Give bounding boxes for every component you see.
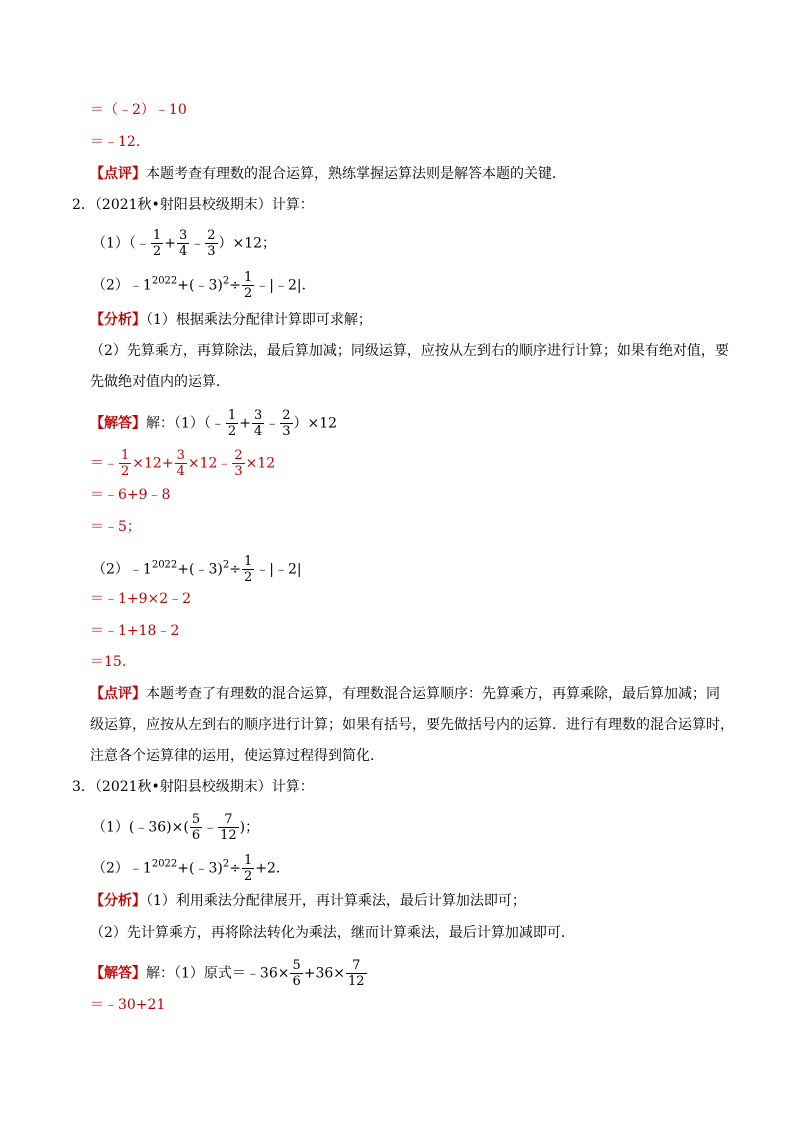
fraction: $\frac{2}{3}$	[207, 228, 216, 259]
fraction: $\frac{1}{2}$	[121, 448, 130, 479]
calc-step: ＝15．	[90, 654, 136, 670]
calc-step: ＝﹣12．	[90, 134, 150, 150]
analysis-tag: 【分析】	[90, 893, 146, 909]
solution-part-2-heading: $(2)﹣1^{2022}+(﹣3)^2\div$ $\frac{1}{2}$ ﹣|﹣2|	[92, 554, 302, 585]
comment-tag: 【点评】	[90, 686, 146, 702]
analysis-paragraph: 【分析】（1）根据乘法分配律计算即可求解；	[90, 312, 372, 328]
fraction: $\frac{5}{6}$	[191, 812, 201, 843]
problem-2-part-1: （1）（﹣ $\frac{1}{2}$ + $\frac{3}{4}$ ﹣ $\frac{2}{3}$ ）×12；	[92, 228, 277, 259]
fraction: $\frac{3}{4}$	[176, 448, 185, 479]
problem-2-part-2: $(2)﹣1^{2022}+(﹣3)^2\div$ $\frac{1}{2}$ ﹣|﹣2|．	[92, 270, 316, 301]
calc-step: ＝﹣1+18﹣2	[90, 623, 180, 639]
analysis-line: 先做绝对值内的运算．	[90, 374, 230, 390]
solution-heading: 【解答】解：（1）原式＝﹣36× $\frac{5}{6}$ +36× $\frac{7}{12}$	[90, 958, 365, 989]
fraction: $\frac{1}{2}$	[227, 408, 237, 439]
fraction: $\frac{7}{12}$	[220, 812, 237, 843]
problem-3-part-2: $(2)﹣1^{2022}+(﹣3)^2\div$ $\frac{1}{2}$ +2．	[92, 853, 290, 884]
calc-step: ＝﹣5；	[90, 519, 141, 535]
analysis-paragraph: 【分析】（1）利用乘法分配律展开，再计算乘法，最后计算加法即可；	[90, 893, 526, 909]
fraction: $\frac{2}{3}$	[282, 408, 291, 439]
comment-line: 注意各个运算律的运用，使运算过程得到简化．	[90, 748, 384, 764]
problem-3-header: 3．（2021秋•射阳县校级期末）计算：	[72, 779, 314, 795]
fraction: $\frac{1}{2}$	[152, 228, 162, 259]
analysis-tag: 【分析】	[90, 312, 146, 328]
comment-tag: 【点评】	[90, 166, 146, 182]
fraction: $\frac{5}{6}$	[292, 958, 301, 989]
fraction: $\frac{1}{2}$	[243, 270, 253, 301]
fraction: $\frac{7}{12}$	[348, 958, 365, 989]
comment-paragraph: 【点评】本题考查了有理数的混合运算，有理数混合运算顺序：先算乘方，再算乘除，最后算加减；同	[90, 686, 720, 702]
fraction: $\frac{3}{4}$	[178, 228, 188, 259]
solution-heading: 【解答】解：（1）（﹣ $\frac{1}{2}$ + $\frac{3}{4}$ ﹣ $\frac{2}{3}$ ）×12	[90, 408, 338, 439]
fraction: $\frac{1}{2}$	[243, 853, 253, 884]
solution-tag: 【解答】	[90, 415, 146, 432]
calc-step: ＝﹣1+9×2﹣2	[90, 591, 192, 607]
comment-paragraph	[90, 165, 566, 183]
calc-step: ＝﹣ $\frac{1}{2}$ ×12+ $\frac{3}{4}$ ×12﹣ $\frac{2}{3}$ ×12	[90, 448, 276, 479]
calc-step: ＝﹣30+21	[90, 997, 166, 1013]
analysis-line: （2）先算乘方，再算除法，最后算加减；同级运算，应按从左到右的顺序进行计算；如果有绝对值，要	[90, 343, 729, 359]
problem-2-header: 2．（2021秋•射阳县校级期末）计算：	[72, 197, 314, 213]
problem-3-part-1: （1）(﹣36)×( $\frac{5}{6}$ ﹣ $\frac{7}{12}$ )；	[92, 812, 260, 843]
fraction: $\frac{1}{2}$	[243, 554, 253, 585]
analysis-line: （2）先计算乘方，再将除法转化为乘法，继而计算乘法，最后计算加减即可．	[90, 925, 575, 941]
fraction: $\frac{3}{4}$	[253, 408, 263, 439]
fraction: $\frac{2}{3}$	[234, 448, 243, 479]
solution-tag: 【解答】	[90, 965, 146, 982]
comment-line: 级运算，应按从左到右的顺序进行计算；如果有括号，要先做括号内的运算．进行有理数的混合运算时，	[90, 717, 734, 733]
calc-step: ＝（﹣2）﹣10	[90, 102, 187, 118]
calc-step: ＝﹣6+9﹣8	[90, 487, 171, 503]
comment-text: 本题考查有理数的混合运算，熟练掌握运算法则是解答本题的关键．	[146, 166, 566, 182]
